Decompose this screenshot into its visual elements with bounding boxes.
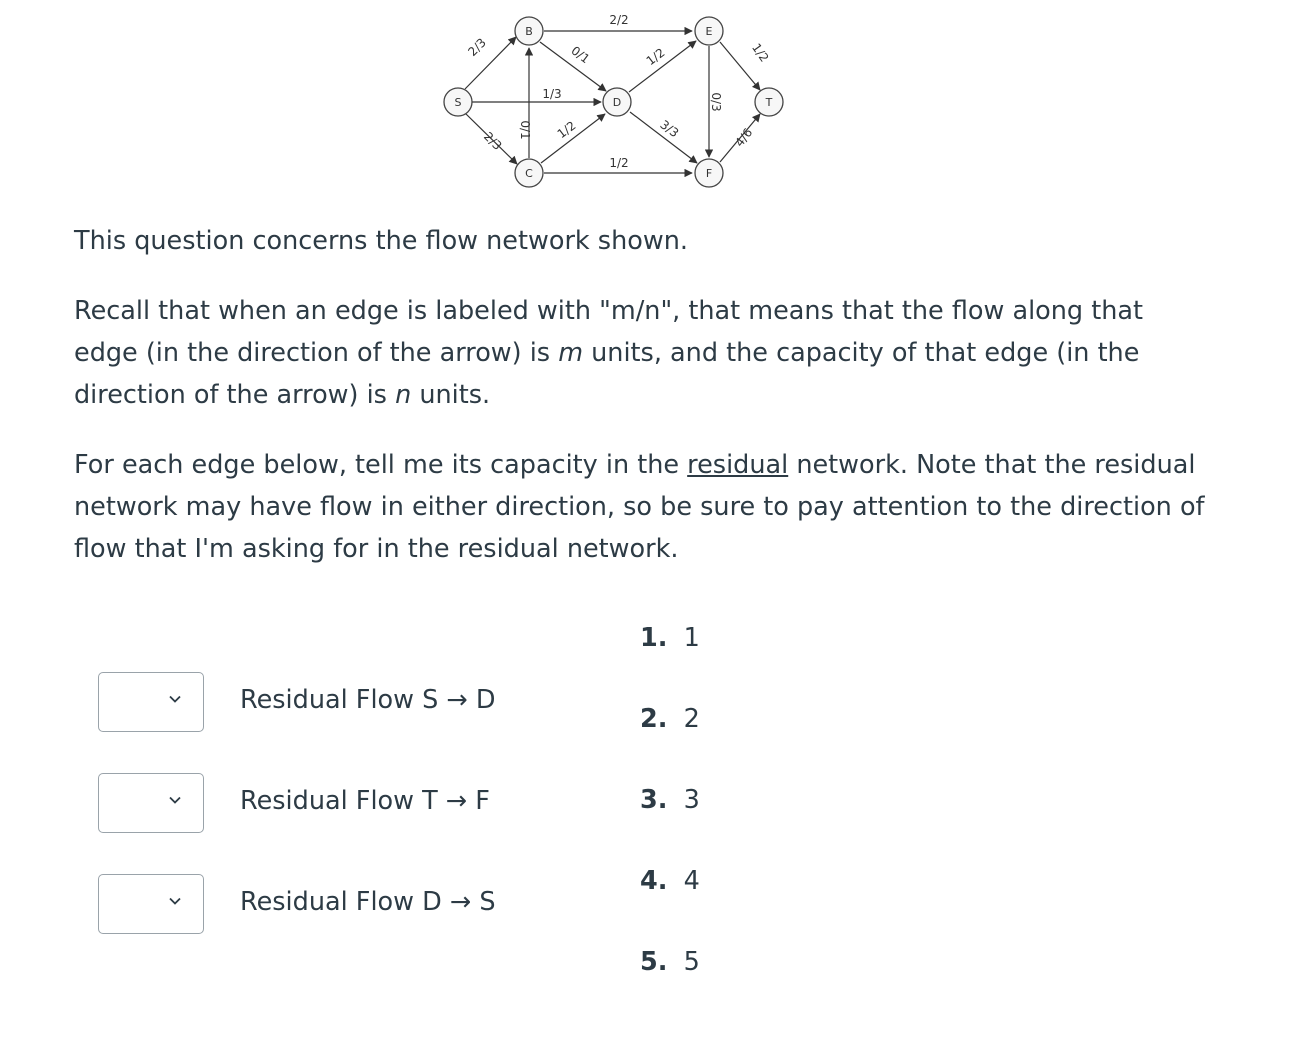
answer-option-5-text: 5 — [683, 947, 700, 977]
answer-option-4-text: 4 — [683, 866, 700, 896]
edge-label-b-e: 2/2 — [609, 13, 629, 27]
answer-option-4 — [640, 865, 700, 897]
task-residual: residual — [687, 450, 789, 480]
node-d-label: D — [612, 96, 622, 109]
question-task — [74, 444, 1214, 570]
edge-label-f-t: 4/6 — [732, 125, 756, 150]
answer-option-2-text: 2 — [683, 704, 700, 734]
recall-n: n — [395, 380, 412, 410]
node-s-label: S — [454, 96, 462, 109]
answer-option-3 — [640, 784, 700, 816]
edge-label-d-e: 1/2 — [643, 45, 668, 69]
edge-d-e — [629, 41, 696, 92]
edge-label-e-f: 0/3 — [709, 92, 723, 112]
flow-network-diagram — [420, 0, 820, 200]
edge-c-d — [541, 114, 605, 163]
edge-label-s-b: 2/3 — [465, 35, 489, 59]
task-text-b: network. Note that the residual network may have flow in either direction, so be sure to pay attention to the direction of flow that I'm asking for in the residual network. — [74, 450, 1205, 564]
question-intro: This question concerns the flow network shown. — [74, 226, 688, 256]
answer-option-2 — [640, 703, 700, 735]
answer-option-5-num: 5. — [640, 947, 668, 977]
edge-label-c-d: 1/2 — [554, 118, 579, 142]
match-label-1: Residual Flow S → D — [240, 685, 496, 715]
node-e-label: E — [705, 25, 713, 38]
edge-label-d-f: 3/3 — [657, 117, 682, 141]
answer-option-3-text: 3 — [683, 785, 700, 815]
match-select-1[interactable] — [98, 672, 204, 732]
chevron-down-icon — [169, 895, 181, 907]
chevron-down-icon — [169, 693, 181, 705]
answer-option-4-num: 4. — [640, 866, 668, 896]
edge-label-s-c: 2/3 — [481, 129, 505, 153]
match-label-3: Residual Flow D → S — [240, 887, 496, 917]
answer-option-1 — [640, 622, 700, 654]
edge-label-e-t: 1/2 — [749, 40, 772, 65]
answer-option-5 — [640, 946, 700, 978]
task-text-a: For each edge below, tell me its capacity in the — [74, 450, 688, 480]
answer-option-1-num: 1. — [640, 623, 668, 653]
question-recall — [74, 290, 1214, 416]
node-f-label: F — [705, 167, 713, 180]
node-t-label: T — [765, 96, 773, 109]
recall-text-a: Recall that when an edge is labeled with "m/n", that means that the flow along that edge (in the direction of the arrow) is — [74, 296, 1144, 368]
node-b-label: B — [525, 25, 533, 38]
edge-label-s-d: 1/3 — [542, 87, 562, 101]
match-select-2[interactable] — [98, 773, 204, 833]
recall-m: m — [558, 338, 584, 368]
match-label-2: Residual Flow T → F — [240, 786, 490, 816]
answer-option-3-num: 3. — [640, 785, 668, 815]
edge-label-b-d: 0/1 — [568, 43, 593, 67]
answer-option-1-text: 1 — [683, 623, 700, 653]
match-select-3[interactable] — [98, 874, 204, 934]
edge-label-c-b: 0/1 — [518, 120, 532, 140]
answer-option-2-num: 2. — [640, 704, 668, 734]
edge-label-c-f: 1/2 — [609, 156, 629, 170]
node-c-label: C — [525, 167, 533, 180]
chevron-down-icon — [169, 794, 181, 806]
recall-text-c: units. — [411, 380, 491, 410]
recall-text-b: units, and the capacity of that edge (in the direction of the arrow) is — [74, 338, 1140, 410]
